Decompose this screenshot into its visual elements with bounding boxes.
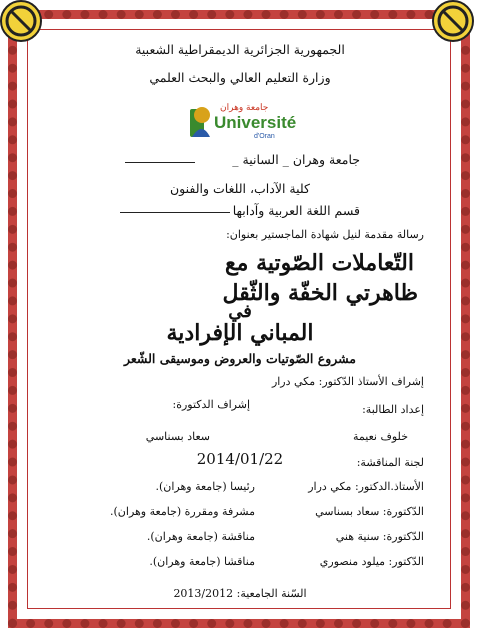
student-name: خلوف نعيمة	[353, 430, 408, 443]
logo-text: Université	[214, 113, 297, 132]
committee-member-4-name: الدّكتور: ميلود منصوري	[319, 555, 424, 568]
university-logo	[188, 103, 297, 145]
prepared-label: إعداد الطالبة:	[362, 403, 424, 416]
department-line: قسم اللغة العربية وآدابها	[232, 203, 360, 218]
committee-member-3-name: الدّكتورة: سنية هني	[335, 530, 424, 543]
thesis-title-line-2: ظاهرتي الخفّة والثّقل	[222, 280, 418, 306]
committee-member-1-name: الأستاذ.الدكتور: مكي درار	[308, 480, 424, 493]
thesis-title-line-3: في	[228, 301, 252, 322]
republic-heading: الجمهورية الجزائرية الديمقراطية الشعبية	[135, 42, 345, 57]
left-corner-badge-icon	[0, 0, 42, 42]
committee-member-2-role: مشرفة ومقررة (جامعة وهران).	[110, 505, 255, 518]
university-line-rule-left	[125, 162, 195, 163]
logo-subtext: d'Oran	[254, 133, 275, 140]
supervisor-name: سعاد بسناسي	[145, 430, 210, 443]
committee-member-1-role: رئيسا (جامعة وهران).	[155, 480, 255, 493]
defense-date: 2014/01/22	[196, 450, 284, 468]
supervision-line: إشراف الأستاذ الدّكتور: مكي درار	[271, 375, 424, 388]
ministry-heading: وزارة التعليم العالي والبحث العلمي	[149, 70, 331, 85]
thesis-title-line-4: المباني الإفرادية	[166, 320, 314, 346]
university-line: جامعة وهران _ السانية _	[232, 152, 360, 167]
committee-member-3-role: مناقشة (جامعة وهران).	[146, 530, 255, 543]
committee-member-2-name: الدّكتورة: سعاد بسناسي	[315, 505, 424, 518]
committee-member-4-role: مناقشا (جامعة وهران).	[149, 555, 255, 568]
department-line-rule-left	[120, 212, 230, 213]
academic-year: السّنة الجامعية: 2013/2012	[173, 587, 307, 600]
supervisor-label: إشراف الدكتورة:	[172, 398, 250, 411]
committee-label: لجنة المناقشة:	[356, 456, 424, 469]
thesis-title-line-1: التّعاملات الصّوتية مع	[224, 250, 414, 276]
thesis-intro: رسالة مقدمة لنيل شهادة الماجستير بعنوان:	[226, 228, 424, 241]
project-line: مشروع الصّوتيات والعروض وموسيقى الشّعر	[124, 351, 356, 366]
faculty-line: كلية الآداب، اللغات والفنون	[169, 181, 310, 196]
right-corner-badge-icon	[432, 0, 474, 42]
logo-arabic-text: جامعة وهران	[220, 103, 269, 113]
